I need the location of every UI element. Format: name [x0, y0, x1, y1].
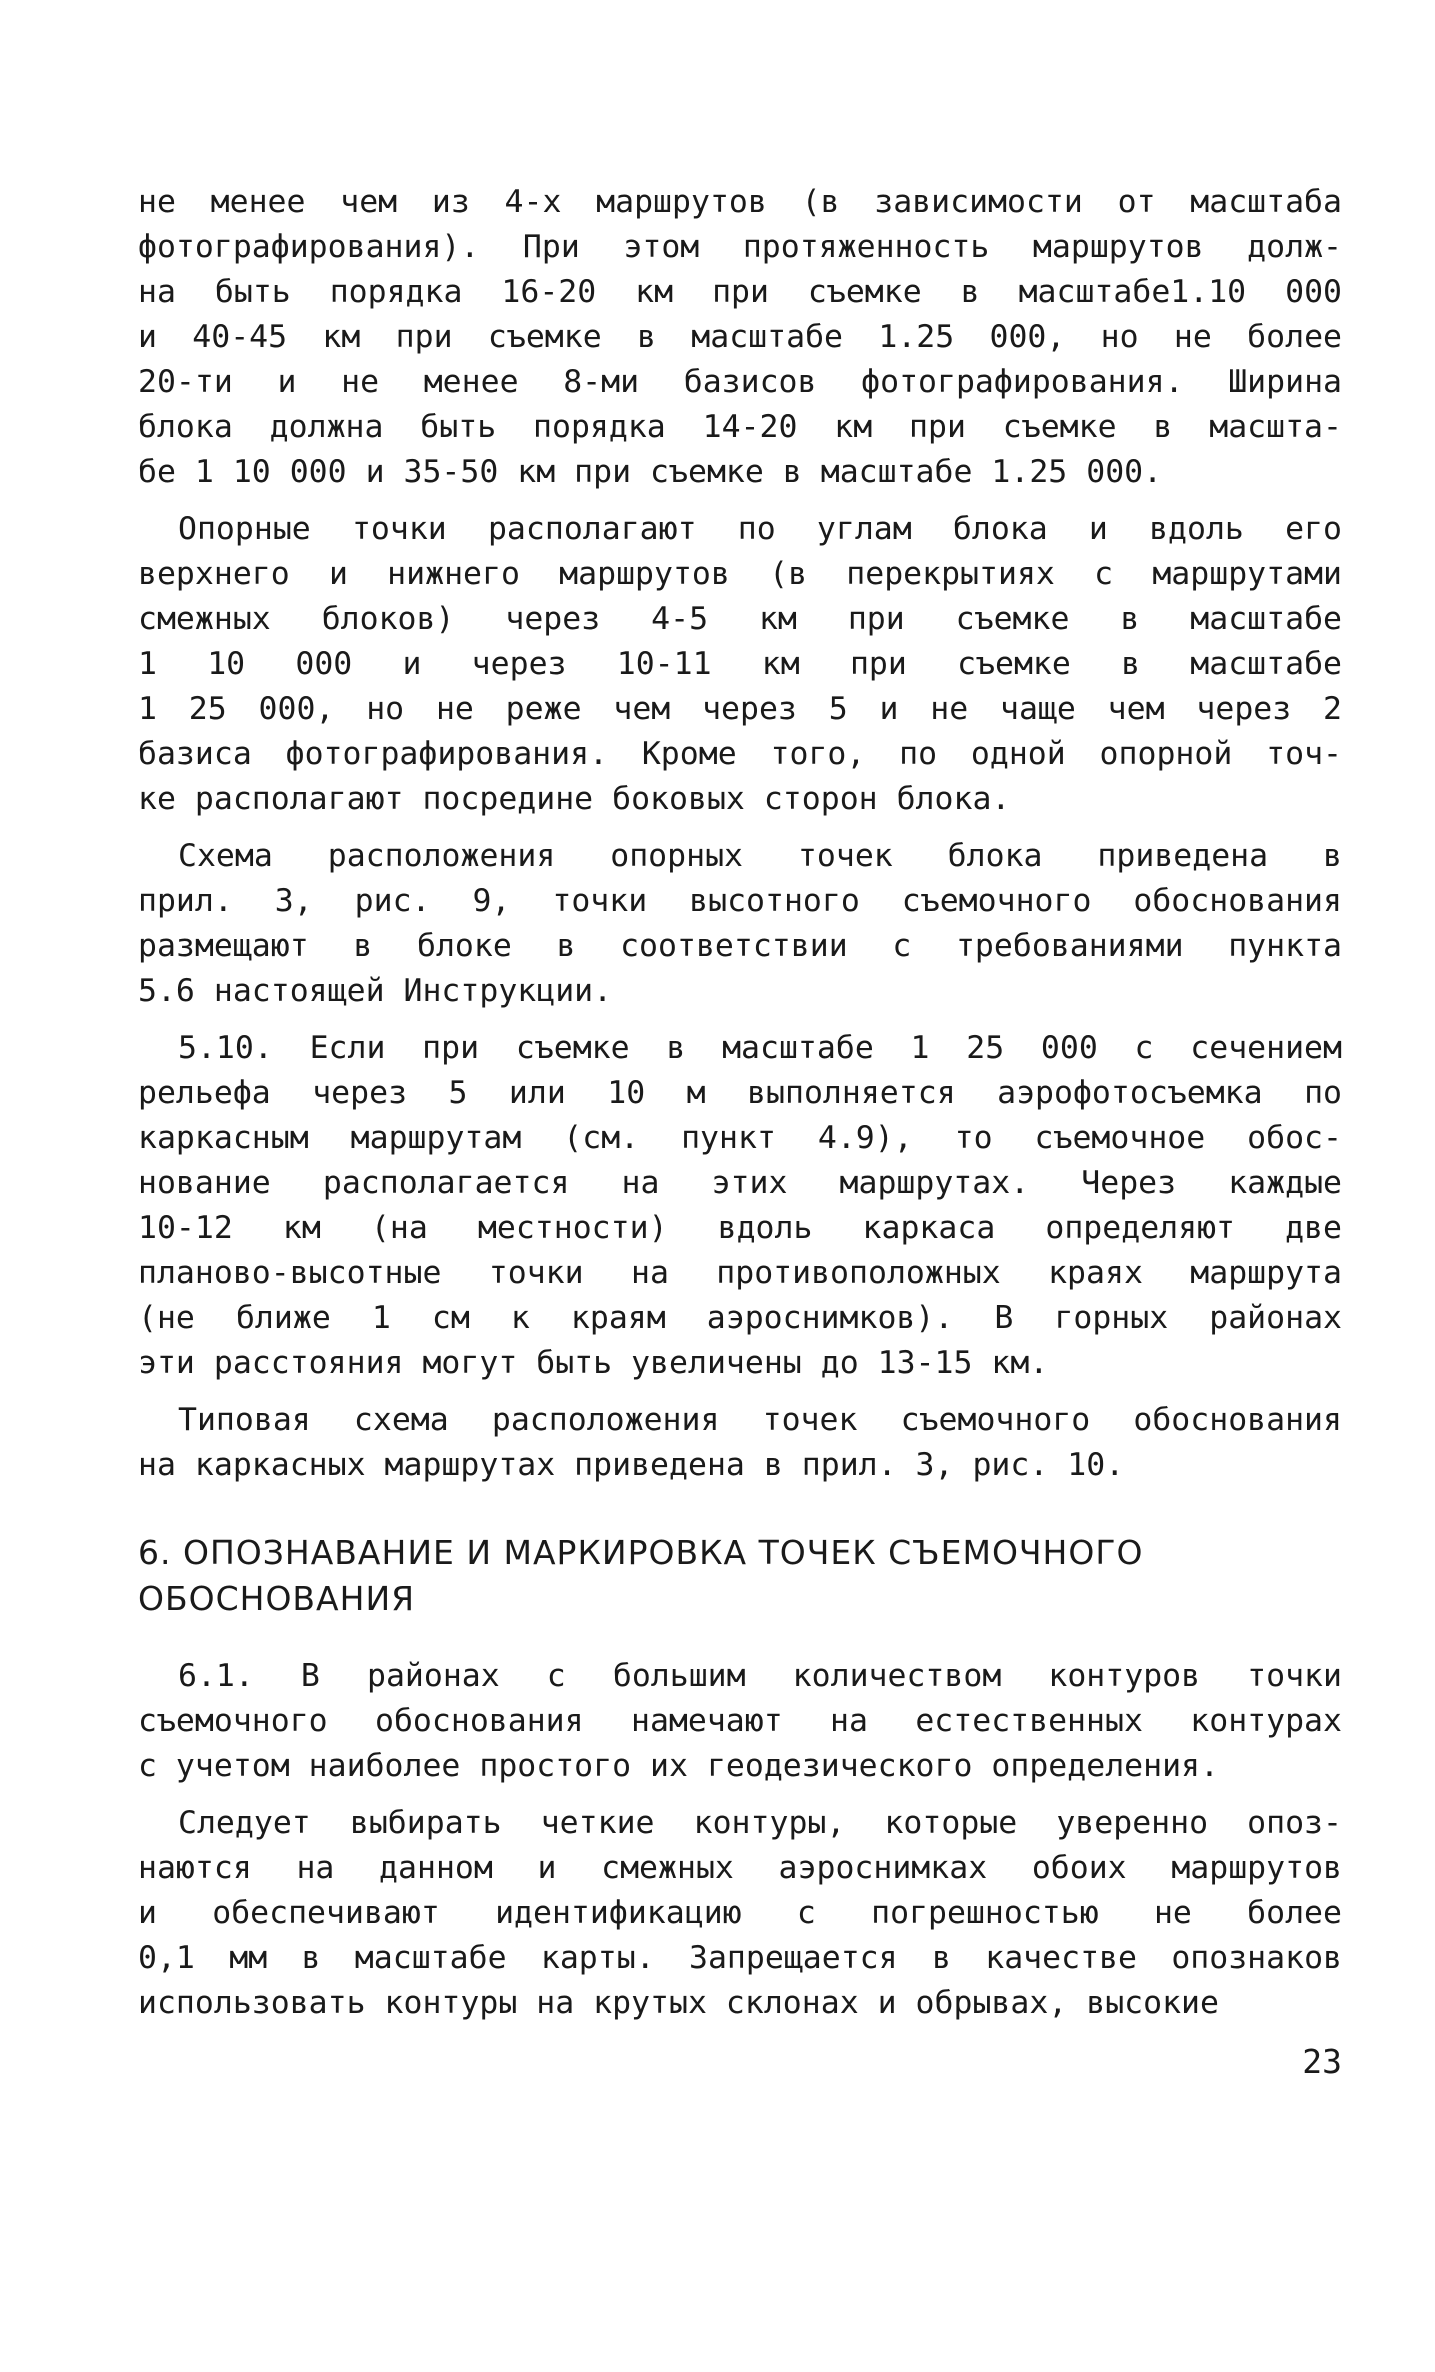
text-line: (не ближе 1 см к краям аэроснимков). В горных районах: [138, 1300, 1342, 1336]
text-line: Типовая схема расположения точек съемочного обоснования: [178, 1402, 1342, 1438]
text-line: базиса фотографирования. Кроме того, по одной опорной точ-: [138, 736, 1342, 772]
text-line: 5.6 настоящей Инструкции.: [138, 973, 613, 1009]
paragraph: [138, 1398, 1342, 1488]
page-number: 23: [1302, 2042, 1342, 2081]
text-line: 0,1 мм в масштабе карты. Запрещается в качестве опознаков: [138, 1940, 1342, 1976]
text-line: Опорные точки располагают по углам блока и вдоль его: [178, 511, 1342, 547]
text-line: и обеспечивают идентификацию с погрешностью не более: [138, 1895, 1342, 1931]
text-line: ке располагают посредине боковых сторон блока.: [138, 781, 1011, 817]
text-line: фотографирования). При этом протяженность маршрутов долж-: [138, 229, 1342, 265]
text-before-section: [138, 180, 1342, 1488]
text-line: на каркасных маршрутах приведена в прил. 3, рис. 10.: [138, 1447, 1125, 1483]
paragraph: [138, 507, 1342, 822]
section-heading-line: 6. ОПОЗНАВАНИЕ И МАРКИРОВКА ТОЧЕК СЪЕМОЧНОГО: [138, 1533, 1144, 1572]
text-line: 6.1. В районах с большим количеством контуров точки: [178, 1658, 1342, 1694]
text-line: смежных блоков) через 4-5 км при съемке в масштабе: [138, 601, 1342, 637]
text-line: планово-высотные точки на противоположных краях маршрута: [138, 1255, 1342, 1291]
text-line: прил. 3, рис. 9, точки высотного съемочного обоснования: [138, 883, 1342, 919]
text-line: использовать контуры на крутых склонах и обрывах, высокие: [138, 1985, 1219, 2021]
text-line: не менее чем из 4-х маршрутов (в зависимости от масштаба: [138, 184, 1342, 220]
text-line: 10-12 км (на местности) вдоль каркаса определяют две: [138, 1210, 1342, 1246]
text-line: верхнего и нижнего маршрутов (в перекрытиях с маршрутами: [138, 556, 1342, 592]
page-body: [138, 180, 1342, 2026]
paragraph: [138, 1801, 1342, 2026]
text-line: Схема расположения опорных точек блока приведена в: [178, 838, 1342, 874]
text-line: Следует выбирать четкие контуры, которые уверенно опоз-: [178, 1805, 1342, 1841]
paragraph: [138, 834, 1342, 1014]
text-line: и 40-45 км при съемке в масштабе 1.25 000, но не более: [138, 319, 1342, 355]
paragraph: [138, 1654, 1342, 1789]
text-line: 1 10 000 и через 10-11 км при съемке в масштабе: [138, 646, 1342, 682]
text-line: нование располагается на этих маршрутах. Через каждые: [138, 1165, 1342, 1201]
text-line: 5.10. Если при съемке в масштабе 1 25 000 с сечением: [178, 1030, 1342, 1066]
paragraph: [138, 1026, 1342, 1386]
text-line: наются на данном и смежных аэроснимках обоих маршрутов: [138, 1850, 1342, 1886]
text-after-section: [138, 1654, 1342, 2026]
text-line: с учетом наиболее простого их геодезического определения.: [138, 1748, 1219, 1784]
section-heading: [138, 1530, 1342, 1622]
text-line: блока должна быть порядка 14-20 км при съемке в масшта-: [138, 409, 1342, 445]
text-line: эти расстояния могут быть увеличены до 13-15 км.: [138, 1345, 1049, 1381]
paragraph: [138, 180, 1342, 495]
text-line: съемочного обоснования намечают на естественных контурах: [138, 1703, 1342, 1739]
text-line: 1 25 000, но не реже чем через 5 и не чаще чем через 2: [138, 691, 1342, 727]
text-line: бе 1 10 000 и 35-50 км при съемке в масштабе 1.25 000.: [138, 454, 1163, 490]
text-line: рельефа через 5 или 10 м выполняется аэрофотосъемка по: [138, 1075, 1342, 1111]
text-line: каркасным маршрутам (см. пункт 4.9), то съемочное обос-: [138, 1120, 1342, 1156]
text-line: размещают в блоке в соответствии с требованиями пункта: [138, 928, 1342, 964]
text-line: 20-ти и не менее 8-ми базисов фотографирования. Ширина: [138, 364, 1342, 400]
section-heading-line: ОБОСНОВАНИЯ: [138, 1579, 416, 1618]
text-line: на быть порядка 16-20 км при съемке в масштабе1.10 000: [138, 274, 1342, 310]
